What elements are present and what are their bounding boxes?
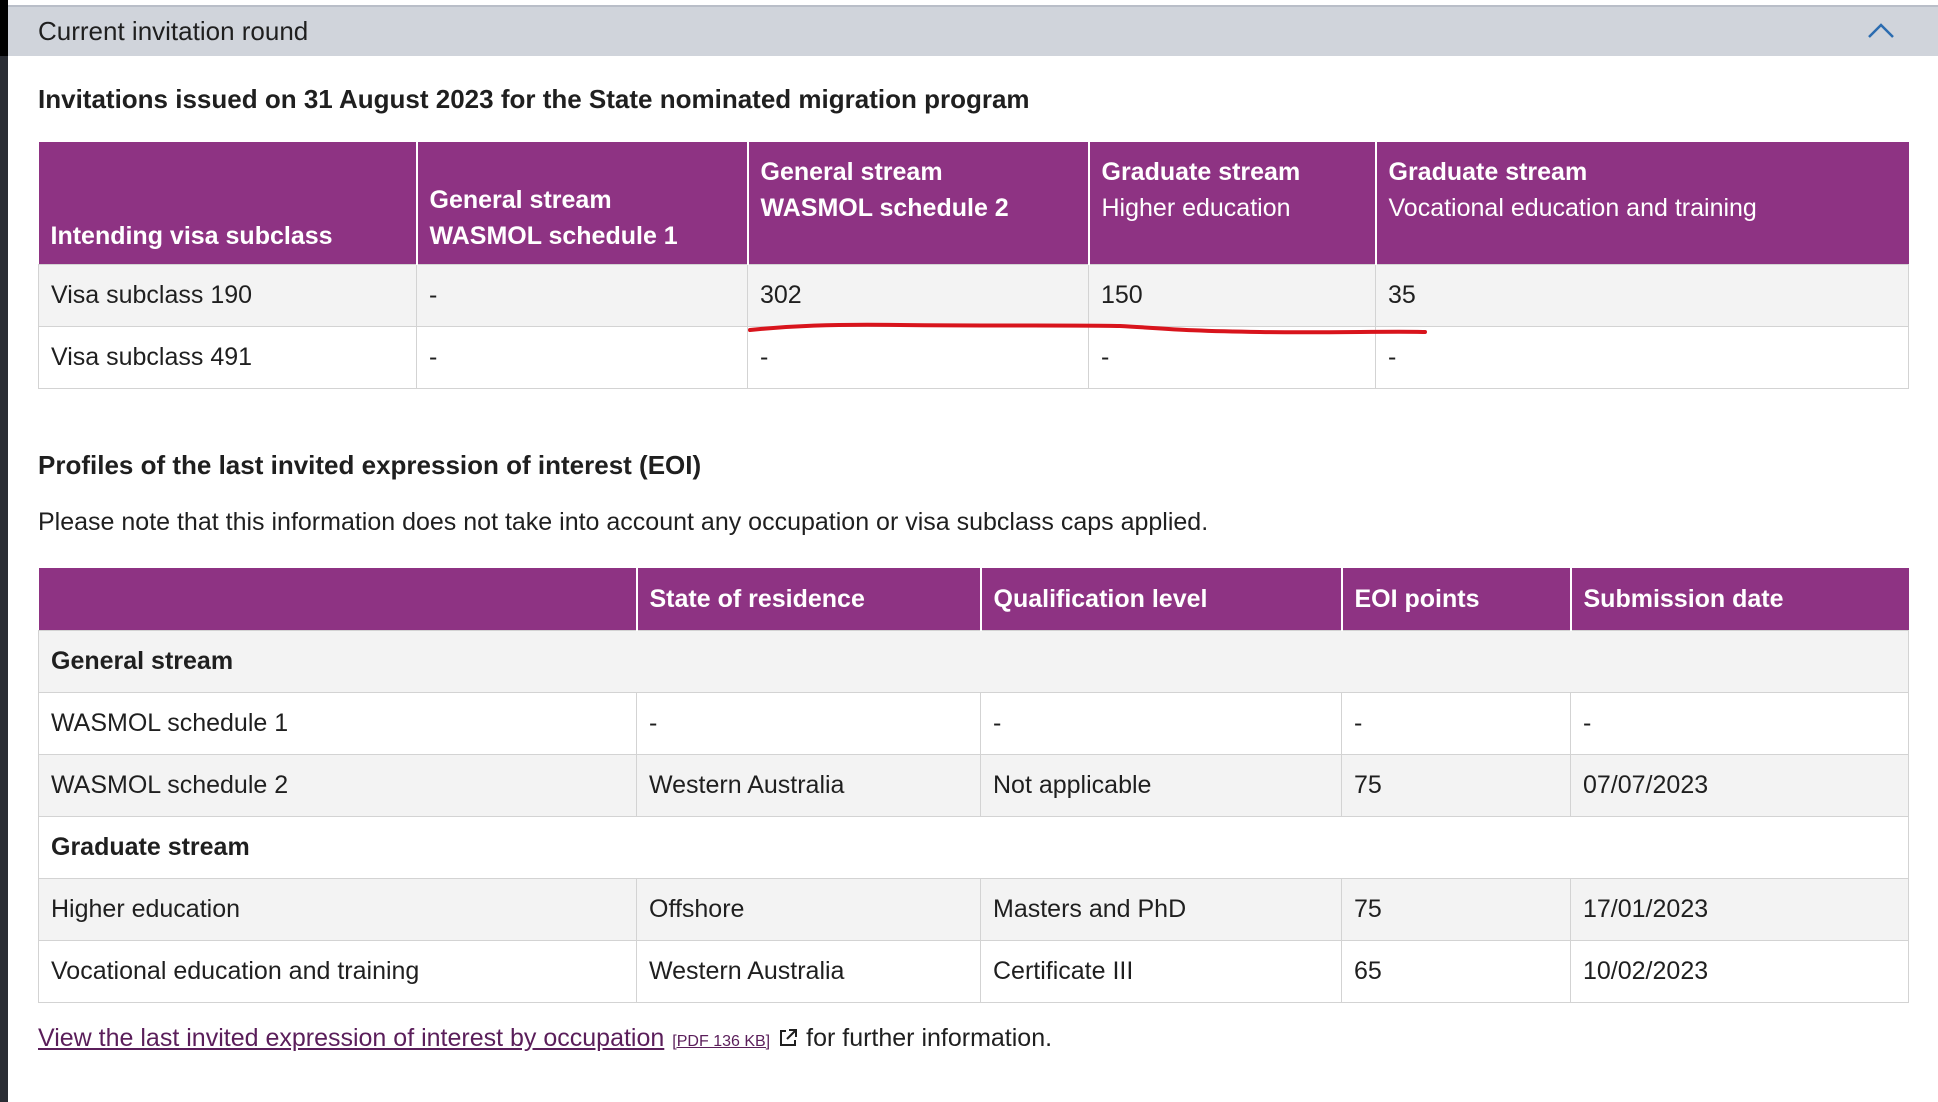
- window-edge: [0, 0, 8, 1102]
- col-graduate-higher-education: Graduate stream Higher education: [1089, 142, 1376, 264]
- invitations-header-row: [39, 142, 1909, 264]
- cell: -: [417, 264, 748, 326]
- cell: 07/07/2023: [1571, 754, 1909, 816]
- profiles-heading: Profiles of the last invited expression of interest (EOI): [38, 450, 702, 480]
- cell: 35: [1376, 264, 1909, 326]
- accordion-title: Current invitation round: [38, 16, 309, 46]
- cell: 302: [748, 264, 1089, 326]
- accordion-current-invitation-round[interactable]: [8, 5, 1938, 56]
- cell: Offshore: [637, 878, 981, 940]
- cell: -: [1571, 692, 1909, 754]
- cell: -: [1342, 692, 1571, 754]
- cell: -: [417, 326, 748, 388]
- profiles-note: Please note that this information does not take into account any occupation or visa subclass caps applied.: [38, 508, 1209, 536]
- chevron-up-icon[interactable]: [1863, 19, 1899, 43]
- cell: 10/02/2023: [1571, 940, 1909, 1002]
- cell: Masters and PhD: [981, 878, 1342, 940]
- cell: -: [981, 692, 1342, 754]
- table-row: [39, 878, 1909, 940]
- cell: -: [748, 326, 1089, 388]
- col-state-of-residence: State of residence: [637, 568, 981, 630]
- group-label: General stream: [39, 630, 1909, 692]
- cell: 17/01/2023: [1571, 878, 1909, 940]
- window-edge-dark: [0, 0, 8, 56]
- col-intending-visa-subclass: Intending visa subclass: [39, 142, 417, 264]
- cell: 150: [1089, 264, 1376, 326]
- cell: Not applicable: [981, 754, 1342, 816]
- table-row: [39, 264, 1909, 326]
- footer-link-line: [38, 1024, 1052, 1053]
- profiles-table: [38, 568, 1909, 1003]
- cell: Higher education: [39, 878, 637, 940]
- col-general-wasmol-2: General stream WASMOL schedule 2: [748, 142, 1089, 264]
- invitations-table: [38, 142, 1909, 389]
- external-link-icon[interactable]: [778, 1028, 798, 1048]
- col-eoi-points: EOI points: [1342, 568, 1571, 630]
- group-row-general: [39, 630, 1909, 692]
- table-row: [39, 754, 1909, 816]
- cell: Western Australia: [637, 754, 981, 816]
- table-row: [39, 940, 1909, 1002]
- cell: 75: [1342, 878, 1571, 940]
- table-row: [39, 692, 1909, 754]
- pdf-size-badge[interactable]: [PDF 136 KB]: [672, 1033, 771, 1050]
- cell: -: [1089, 326, 1376, 388]
- cell: WASMOL schedule 2: [39, 754, 637, 816]
- cell: -: [637, 692, 981, 754]
- cell: 65: [1342, 940, 1571, 1002]
- cell: Western Australia: [637, 940, 981, 1002]
- last-invited-eoi-link[interactable]: View the last invited expression of interest by occupation: [38, 1024, 665, 1052]
- cell: 75: [1342, 754, 1571, 816]
- cell: Certificate III: [981, 940, 1342, 1002]
- profiles-header-row: [39, 568, 1909, 630]
- cell: Visa subclass 491: [39, 326, 417, 388]
- cell: WASMOL schedule 1: [39, 692, 637, 754]
- col-graduate-vet: Graduate stream Vocational education and training: [1376, 142, 1909, 264]
- table-row: [39, 326, 1909, 388]
- footer-suffix-text: for further information.: [806, 1024, 1053, 1052]
- col-general-wasmol-1: General stream WASMOL schedule 1: [417, 142, 748, 264]
- cell: Vocational education and training: [39, 940, 637, 1002]
- col-stream: [39, 568, 637, 630]
- col-submission-date: Submission date: [1571, 568, 1909, 630]
- group-row-graduate: [39, 816, 1909, 878]
- cell: Visa subclass 190: [39, 264, 417, 326]
- invitations-heading: Invitations issued on 31 August 2023 for the State nominated migration program: [38, 84, 1030, 114]
- group-label: Graduate stream: [39, 816, 1909, 878]
- cell: -: [1376, 326, 1909, 388]
- col-qualification-level: Qualification level: [981, 568, 1342, 630]
